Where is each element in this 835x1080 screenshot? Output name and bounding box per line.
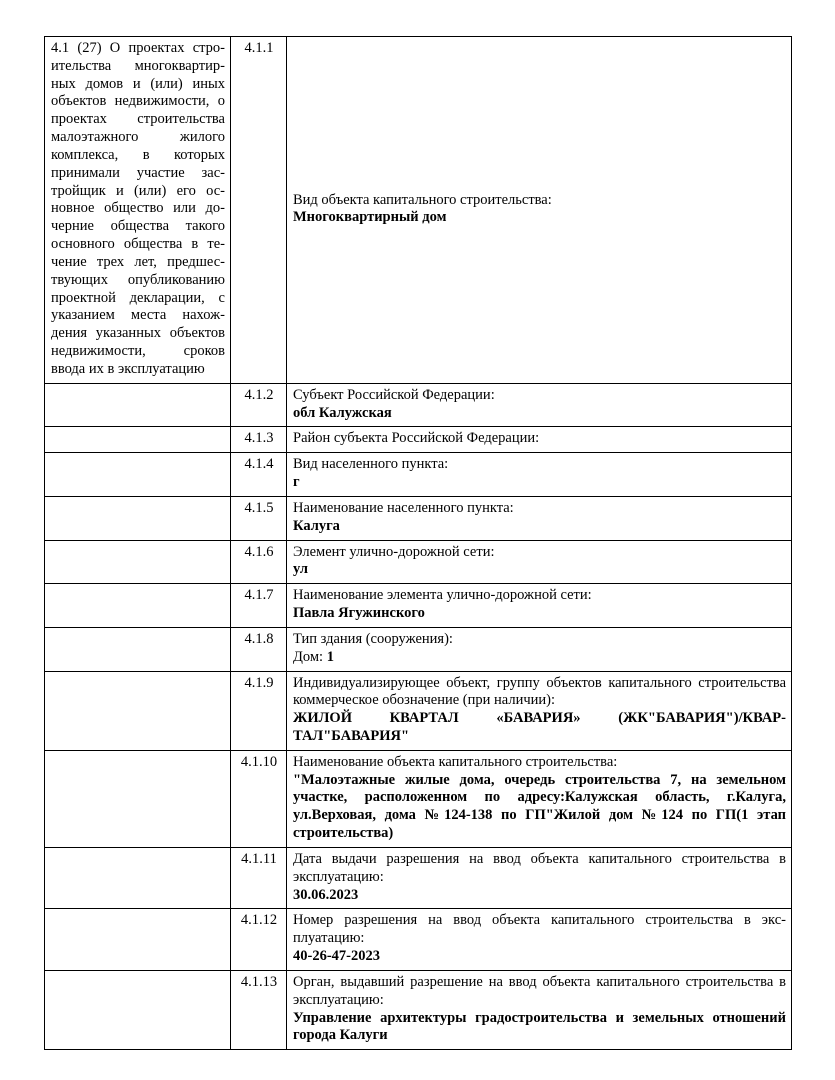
field-label: Субъект Российской Федерации: bbox=[293, 386, 495, 403]
field-label: Номер разрешения на ввод объекта капитального строительства в эксплуатацию: bbox=[293, 912, 786, 947]
table-row bbox=[45, 847, 792, 908]
field-label: Вид населенного пункта: bbox=[293, 456, 449, 473]
row-content bbox=[287, 627, 792, 671]
field-value-line bbox=[293, 649, 334, 665]
row-number: 4.1.12 bbox=[231, 909, 287, 970]
table-row bbox=[45, 383, 792, 427]
row-number: 4.1.10 bbox=[231, 750, 287, 847]
table-row bbox=[45, 37, 792, 384]
row-number: 4.1.8 bbox=[231, 627, 287, 671]
field-value: 1 bbox=[326, 648, 334, 665]
row-content bbox=[287, 909, 792, 970]
empty-description-cell bbox=[45, 496, 231, 540]
table-row bbox=[45, 970, 792, 1049]
field-value: ул bbox=[293, 561, 309, 578]
empty-description-cell bbox=[45, 427, 231, 453]
row-number: 4.1.4 bbox=[231, 453, 287, 497]
row-number: 4.1.11 bbox=[231, 847, 287, 908]
table-row bbox=[45, 671, 792, 750]
table-row bbox=[45, 750, 792, 847]
table-row bbox=[45, 584, 792, 628]
empty-description-cell bbox=[45, 383, 231, 427]
field-label: Элемент улично-дорожной сети: bbox=[293, 543, 495, 560]
row-content bbox=[287, 584, 792, 628]
table-row bbox=[45, 496, 792, 540]
row-number: 4.1.5 bbox=[231, 496, 287, 540]
table-row bbox=[45, 453, 792, 497]
row-content bbox=[287, 671, 792, 750]
field-sublabel: Дом: bbox=[293, 648, 324, 665]
row-number: 4.1.13 bbox=[231, 970, 287, 1049]
empty-description-cell bbox=[45, 540, 231, 584]
field-value: 30.06.2023 bbox=[293, 886, 359, 903]
table-row bbox=[45, 540, 792, 584]
empty-description-cell bbox=[45, 909, 231, 970]
row-content bbox=[287, 750, 792, 847]
row-content bbox=[287, 540, 792, 584]
row-number: 4.1.3 bbox=[231, 427, 287, 453]
empty-description-cell bbox=[45, 584, 231, 628]
row-content bbox=[287, 383, 792, 427]
field-label: Наименование элемента улично-дорожной сети: bbox=[293, 587, 592, 604]
empty-description-cell bbox=[45, 847, 231, 908]
empty-description-cell bbox=[45, 453, 231, 497]
row-number: 4.1.6 bbox=[231, 540, 287, 584]
table-row bbox=[45, 427, 792, 453]
row-number: 4.1.1 bbox=[231, 37, 287, 384]
empty-description-cell bbox=[45, 627, 231, 671]
field-value: Калуга bbox=[293, 517, 340, 534]
field-value: ЖИЛОЙ КВАРТАЛ «БАВАРИЯ» (ЖК"БАВАРИЯ")/КВАРТАЛ"БАВАРИЯ" bbox=[293, 710, 786, 744]
field-value: 40-26-47-2023 bbox=[293, 948, 380, 965]
table-row bbox=[45, 909, 792, 970]
field-value: Многоквартирный дом bbox=[293, 209, 447, 226]
row-content bbox=[287, 427, 792, 453]
row-number: 4.1.9 bbox=[231, 671, 287, 750]
empty-description-cell bbox=[45, 671, 231, 750]
field-value: "Малоэтажные жилые дома, очередь строительства 7, на земельном участке, расположенном по адресу:Калужская область, г.Калуга, ул.Верховая, дома №124-138 по ГП"Жилой дом №124 по ГП(1 этап строительства) bbox=[293, 771, 786, 842]
empty-description-cell bbox=[45, 970, 231, 1049]
row-content bbox=[287, 453, 792, 497]
row-number: 4.1.7 bbox=[231, 584, 287, 628]
field-label: Наименование объекта капитального строительства: bbox=[293, 753, 618, 770]
field-value: г bbox=[293, 474, 300, 491]
field-label: Вид объекта капитального строительства: bbox=[293, 191, 552, 208]
field-label: Тип здания (сооружения): bbox=[293, 630, 453, 647]
field-value: обл Калужская bbox=[293, 404, 392, 421]
row-content bbox=[287, 970, 792, 1049]
field-label: Наименование населенного пункта: bbox=[293, 499, 514, 516]
declaration-table bbox=[44, 36, 792, 1050]
field-label: Район субъекта Российской Федерации: bbox=[293, 430, 540, 447]
row-number: 4.1.2 bbox=[231, 383, 287, 427]
field-label: Индивидуализирующее объект, группу объектов капитального строительства коммерческое обозначение (при наличии): bbox=[293, 674, 786, 709]
empty-description-cell bbox=[45, 750, 231, 847]
row-content bbox=[287, 496, 792, 540]
field-value: Управление архитектуры градостроительства и земельных отношений города Калуги bbox=[293, 1009, 786, 1044]
field-label: Орган, выдавший разрешение на ввод объекта капитального строительства в эксплуатацию: bbox=[293, 973, 786, 1008]
table-row bbox=[45, 627, 792, 671]
field-value: Павла Ягужинского bbox=[293, 605, 425, 622]
row-content bbox=[287, 847, 792, 908]
section-description-cell: 4.1 (27) О проектах строительства многоквартирных домов и (или) иных объектов недвижимости, о проектах строительства малоэтажного жилого комплекса, в которых принимали участие застройщик и (или) его основное общество или дочерние общества такого основного общества в течение трех лет, предшествующих опубликованию проектной декларации, с указанием места нахождения указанных объектов недвижимости, сроков ввода их в эксплуатацию bbox=[45, 37, 231, 384]
row-content bbox=[287, 37, 792, 384]
field-label: Дата выдачи разрешения на ввод объекта капитального строительства в эксплуатацию: bbox=[293, 850, 786, 885]
